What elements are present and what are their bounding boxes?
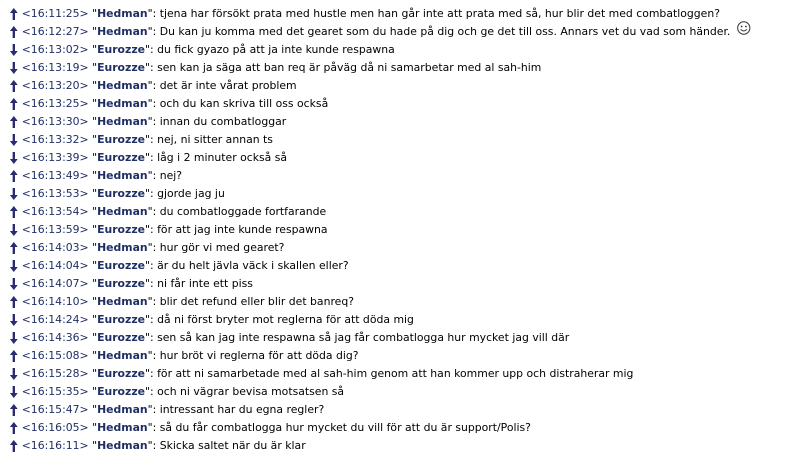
message-timestamp: <16:11:25> [21, 7, 89, 20]
arrow-up-icon [10, 113, 22, 131]
message-sender[interactable]: Eurozze [97, 259, 146, 272]
message-timestamp: <16:15:47> [21, 403, 89, 416]
chat-message: <16:13:39> "Eurozze": låg i 2 minuter också så [0, 149, 800, 167]
chat-message: <16:14:36> "Eurozze": sen så kan jag inte respawna så jag får combatlogga hur mycket jag vill där [0, 329, 800, 347]
message-timestamp: <16:14:04> [21, 259, 89, 272]
message-text: sen så kan jag inte respawna så jag får combatlogga hur mycket jag vill där [157, 331, 570, 344]
message-timestamp: <16:13:49> [21, 169, 89, 182]
message-text: hur gör vi med gearet? [159, 241, 285, 254]
message-text: du combatloggade fortfarande [159, 205, 327, 218]
message-timestamp: <16:13:20> [21, 79, 89, 92]
message-sender[interactable]: Eurozze [97, 133, 146, 146]
message-sender[interactable]: Hedman [97, 439, 148, 452]
message-timestamp: <16:13:19> [21, 61, 89, 74]
message-text: du fick gyazo på att ja inte kunde respawna [157, 43, 395, 56]
message-sender[interactable]: Eurozze [97, 367, 146, 380]
message-text: är du helt jävla väck i skallen eller? [157, 259, 349, 272]
message-timestamp: <16:14:07> [21, 277, 89, 290]
arrow-down-icon [10, 149, 22, 167]
chat-message: <16:14:10> "Hedman": blir det refund eller blir det banreq? [0, 293, 800, 311]
arrow-up-icon [10, 419, 22, 437]
message-text: Skicka saltet när du är klar [159, 439, 306, 452]
message-sender[interactable]: Hedman [97, 79, 148, 92]
chat-message: <16:12:27> "Hedman": Du kan ju komma med det gearet som du hade på dig och ge det till oss. Annars vet du vad som händer. [0, 23, 800, 41]
message-timestamp: <16:14:10> [21, 295, 89, 308]
message-sender[interactable]: Hedman [97, 97, 148, 110]
chat-message: <16:16:05> "Hedman": så du får combatlogga hur mycket du vill för att du är support/Polis? [0, 419, 800, 437]
message-text: ni får inte ett piss [157, 277, 253, 290]
chat-message: <16:13:19> "Eurozze": sen kan ja säga att ban req är påväg då ni samarbetar med al sah-him [0, 59, 800, 77]
message-timestamp: <16:13:30> [21, 115, 89, 128]
arrow-up-icon [10, 167, 22, 185]
message-text: då ni först bryter mot reglerna för att döda mig [157, 313, 414, 326]
chat-message: <16:13:02> "Eurozze": du fick gyazo på att ja inte kunde respawna [0, 41, 800, 59]
chat-message: <16:13:53> "Eurozze": gjorde jag ju [0, 185, 800, 203]
chat-message: <16:13:49> "Hedman": nej? [0, 167, 800, 185]
message-text: Du kan ju komma med det gearet som du hade på dig och ge det till oss. Annars vet du vad som händer. [159, 25, 731, 38]
arrow-up-icon [10, 77, 22, 95]
message-timestamp: <16:15:28> [21, 367, 89, 380]
arrow-down-icon [10, 221, 22, 239]
chat-message: <16:13:20> "Hedman": det är inte vårat problem [0, 77, 800, 95]
arrow-up-icon [10, 347, 22, 365]
message-timestamp: <16:12:27> [21, 25, 89, 38]
message-sender[interactable]: Hedman [97, 403, 148, 416]
message-timestamp: <16:14:36> [21, 331, 89, 344]
chat-message: <16:15:28> "Eurozze": för att ni samarbetade med al sah-him genom att han kommer upp och distraherar mig [0, 365, 800, 383]
message-sender[interactable]: Eurozze [97, 313, 146, 326]
arrow-down-icon [10, 275, 22, 293]
message-timestamp: <16:16:11> [21, 439, 89, 452]
arrow-up-icon [10, 239, 22, 257]
chat-message: <16:11:25> "Hedman": tjena har försökt prata med hustle men han går inte att prata med så, hur blir det med combatloggen? [0, 5, 800, 23]
message-text: för att ni samarbetade med al sah-him genom att han kommer upp och distraherar mig [157, 367, 634, 380]
message-sender[interactable]: Eurozze [97, 277, 146, 290]
message-text: och du kan skriva till oss också [159, 97, 329, 110]
chat-message: <16:15:35> "Eurozze": och ni vägrar bevisa motsatsen så [0, 383, 800, 401]
message-text: gjorde jag ju [157, 187, 225, 200]
chat-message: <16:16:11> "Hedman": Skicka saltet när du är klar [0, 437, 800, 455]
message-text: intressant har du egna regler? [159, 403, 325, 416]
chat-message: <16:13:54> "Hedman": du combatloggade fortfarande [0, 203, 800, 221]
message-sender[interactable]: Eurozze [97, 331, 146, 344]
message-text: hur bröt vi reglerna för att döda dig? [159, 349, 359, 362]
chat-message: <16:13:30> "Hedman": innan du combatloggar [0, 113, 800, 131]
message-text: tjena har försökt prata med hustle men han går inte att prata med så, hur blir det med combatloggen? [159, 7, 720, 20]
message-text: blir det refund eller blir det banreq? [159, 295, 354, 308]
chat-message: <16:13:32> "Eurozze": nej, ni sitter annan ts [0, 131, 800, 149]
message-text: och ni vägrar bevisa motsatsen så [157, 385, 345, 398]
message-sender[interactable]: Eurozze [97, 385, 146, 398]
arrow-down-icon [10, 311, 22, 329]
arrow-down-icon [10, 185, 22, 203]
message-text: för att jag inte kunde respawna [157, 223, 328, 236]
chat-message: <16:13:59> "Eurozze": för att jag inte kunde respawna [0, 221, 800, 239]
message-sender[interactable]: Hedman [97, 295, 148, 308]
chat-message: <16:14:03> "Hedman": hur gör vi med gearet? [0, 239, 800, 257]
message-timestamp: <16:13:59> [21, 223, 89, 236]
arrow-down-icon [10, 59, 22, 77]
chat-message: <16:15:47> "Hedman": intressant har du egna regler? [0, 401, 800, 419]
message-text: låg i 2 minuter också så [157, 151, 288, 164]
arrow-down-icon [10, 383, 22, 401]
message-timestamp: <16:13:54> [21, 205, 89, 218]
arrow-up-icon [10, 401, 22, 419]
message-text: det är inte vårat problem [159, 79, 297, 92]
message-sender[interactable]: Eurozze [97, 187, 146, 200]
chat-message: <16:15:08> "Hedman": hur bröt vi reglerna för att döda dig? [0, 347, 800, 365]
message-timestamp: <16:16:05> [21, 421, 89, 434]
message-sender[interactable]: Hedman [97, 421, 148, 434]
message-sender[interactable]: Eurozze [97, 151, 146, 164]
message-sender[interactable]: Hedman [97, 169, 148, 182]
arrow-down-icon [10, 131, 22, 149]
smiley-icon [737, 21, 751, 35]
chat-message: <16:14:07> "Eurozze": ni får inte ett piss [0, 275, 800, 293]
message-text: så du får combatlogga hur mycket du vill för att du är support/Polis? [159, 421, 531, 434]
message-timestamp: <16:13:53> [21, 187, 89, 200]
message-sender[interactable]: Hedman [97, 7, 148, 20]
message-sender[interactable]: Hedman [97, 349, 148, 362]
message-text: nej, ni sitter annan ts [157, 133, 273, 146]
message-sender[interactable]: Hedman [97, 25, 148, 38]
message-timestamp: <16:14:03> [21, 241, 89, 254]
arrow-up-icon [10, 203, 22, 221]
arrow-up-icon [10, 23, 22, 41]
message-sender[interactable]: Eurozze [97, 43, 146, 56]
message-sender[interactable]: Eurozze [97, 223, 146, 236]
arrow-up-icon [10, 5, 22, 23]
message-timestamp: <16:13:25> [21, 97, 89, 110]
message-timestamp: <16:13:02> [21, 43, 89, 56]
message-sender[interactable]: Eurozze [97, 61, 146, 74]
message-timestamp: <16:13:32> [21, 133, 89, 146]
message-timestamp: <16:15:35> [21, 385, 89, 398]
message-sender[interactable]: Hedman [97, 205, 148, 218]
message-sender[interactable]: Hedman [97, 241, 148, 254]
message-timestamp: <16:14:24> [21, 313, 89, 326]
chat-message: <16:13:25> "Hedman": och du kan skriva till oss också [0, 95, 800, 113]
message-timestamp: <16:15:08> [21, 349, 89, 362]
message-sender[interactable]: Hedman [97, 115, 148, 128]
arrow-up-icon [10, 293, 22, 311]
message-text: nej? [159, 169, 183, 182]
arrow-down-icon [10, 329, 22, 347]
arrow-up-icon [10, 95, 22, 113]
arrow-down-icon [10, 41, 22, 59]
message-text: innan du combatloggar [159, 115, 287, 128]
chat-message: <16:14:04> "Eurozze": är du helt jävla väck i skallen eller? [0, 257, 800, 275]
message-timestamp: <16:13:39> [21, 151, 89, 164]
arrow-down-icon [10, 257, 22, 275]
arrow-down-icon [10, 365, 22, 383]
chat-message: <16:14:24> "Eurozze": då ni först bryter mot reglerna för att döda mig [0, 311, 800, 329]
arrow-up-icon [10, 437, 22, 455]
message-text: sen kan ja säga att ban req är påväg då ni samarbetar med al sah-him [157, 61, 542, 74]
